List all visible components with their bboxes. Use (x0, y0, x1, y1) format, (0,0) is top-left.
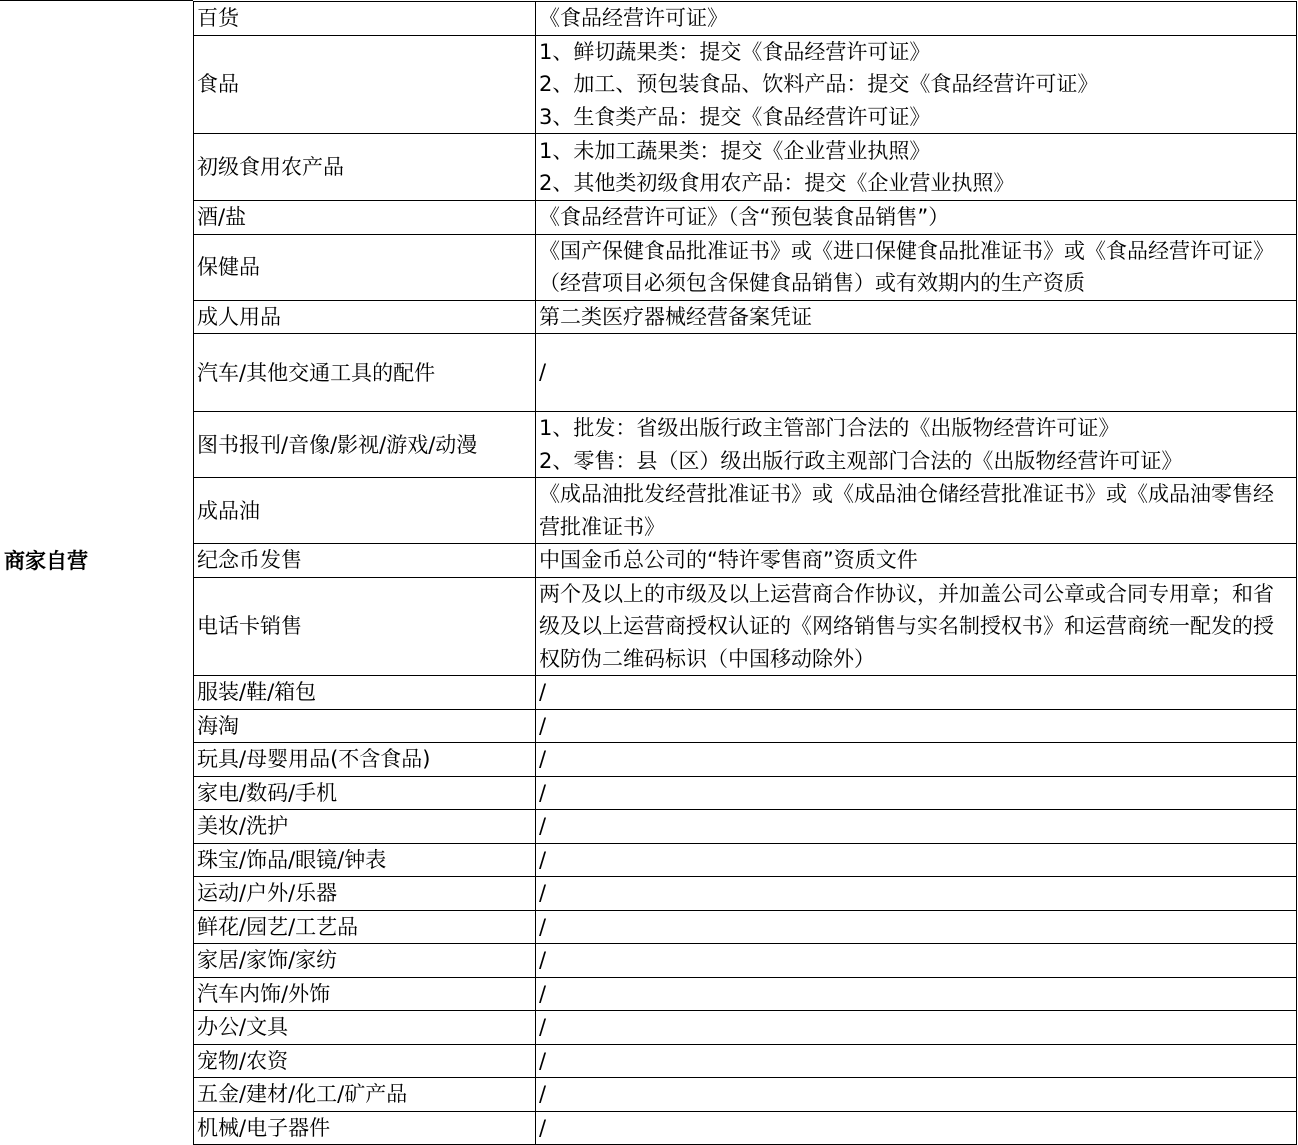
category-cell[interactable]: 成品油 (194, 478, 536, 544)
requirement-cell[interactable] (536, 776, 1297, 810)
table-row (194, 334, 1297, 412)
requirement-cell[interactable] (536, 1111, 1297, 1145)
category-cell[interactable]: 初级食用农产品 (194, 134, 536, 201)
category-cell[interactable]: 美妆/洗护 (194, 810, 536, 844)
category-cell[interactable]: 海淘 (194, 709, 536, 743)
requirement-text: / (539, 948, 547, 972)
requirement-cell[interactable] (536, 1044, 1297, 1078)
requirement-text: / (539, 881, 547, 905)
requirement-cell[interactable] (536, 134, 1297, 201)
requirement-text: / (539, 713, 547, 738)
category-cell[interactable]: 图书报刊/音像/影视/游戏/动漫 (194, 412, 536, 478)
requirement-text: 2、加工、预包装食品、饮料产品：提交《食品经营许可证》 (539, 72, 1099, 96)
table-row (194, 1011, 1297, 1045)
requirement-text: 《国产保健食品批准证书》或《进口保健食品批准证书》或《食品经营许可证》（经营项目必须包含保健食品销售）或有效期内的生产资质 (539, 238, 1274, 295)
table-row (194, 1044, 1297, 1078)
table-row (194, 910, 1297, 944)
category-cell[interactable]: 机械/电子器件 (194, 1111, 536, 1145)
requirement-cell[interactable] (536, 1011, 1297, 1045)
table-row (194, 201, 1297, 235)
requirement-text: / (539, 847, 547, 872)
requirement-cell[interactable] (536, 944, 1297, 978)
table-row (194, 676, 1297, 710)
requirement-cell[interactable] (536, 709, 1297, 743)
table-row (194, 412, 1297, 478)
category-cell[interactable]: 汽车/其他交通工具的配件 (194, 334, 536, 412)
requirement-text: / (539, 1015, 547, 1039)
requirement-cell[interactable] (536, 910, 1297, 944)
table-row (194, 478, 1297, 544)
requirement-text: 2、其他类初级食用农产品：提交《企业营业执照》 (539, 171, 1015, 195)
table-row (194, 1078, 1297, 1112)
category-cell[interactable]: 成人用品 (194, 300, 536, 334)
table-row (194, 1111, 1297, 1145)
category-cell[interactable]: 珠宝/饰品/眼镜/钟表 (194, 843, 536, 877)
requirement-text: / (539, 747, 547, 771)
requirement-cell[interactable] (536, 478, 1297, 544)
requirement-text: 第二类医疗器械经营备案凭证 (539, 304, 812, 329)
requirement-text: / (539, 1115, 547, 1140)
category-cell[interactable]: 保健品 (194, 234, 536, 300)
table-row (194, 709, 1297, 743)
requirement-text: / (539, 1048, 547, 1073)
requirement-text: / (539, 780, 547, 805)
category-cell[interactable]: 玩具/母婴用品(不含食品) (194, 743, 536, 777)
requirement-cell[interactable] (536, 743, 1297, 777)
requirement-cell[interactable] (536, 577, 1297, 676)
table-row (194, 234, 1297, 300)
table-row (194, 577, 1297, 676)
category-cell[interactable]: 五金/建材/化工/矿产品 (194, 1078, 536, 1112)
table-row (194, 35, 1297, 134)
requirement-cell[interactable] (536, 35, 1297, 134)
table-row (194, 843, 1297, 877)
requirement-cell[interactable] (536, 810, 1297, 844)
requirement-cell[interactable] (536, 544, 1297, 578)
requirement-text: 中国金币总公司的“特许零售商”资质文件 (539, 548, 918, 572)
table-row (194, 977, 1297, 1011)
category-cell[interactable]: 食品 (194, 35, 536, 134)
requirement-text: / (539, 814, 547, 838)
table-row (194, 776, 1297, 810)
table-row (194, 134, 1297, 201)
requirement-text: 两个及以上的市级及以上运营商合作协议，并加盖公司公章或合同专用章；和省级及以上运营商授权认证的《网络销售与实名制授权书》和运营商统一配发的授权防伪二维码标识（中国移动除外） (539, 581, 1274, 671)
requirement-text: 3、生食类产品：提交《食品经营许可证》 (539, 104, 931, 129)
requirement-cell[interactable] (536, 977, 1297, 1011)
requirement-text: / (539, 360, 547, 385)
table-row (194, 877, 1297, 911)
category-cell[interactable]: 百货 (194, 2, 536, 36)
category-cell[interactable]: 鲜花/园艺/工艺品 (194, 910, 536, 944)
merchant-group-label: 商家自营 (4, 548, 88, 573)
category-cell[interactable]: 纪念币发售 (194, 544, 536, 578)
category-cell[interactable]: 服装/鞋/箱包 (194, 676, 536, 710)
requirement-text: 1、鲜切蔬果类：提交《食品经营许可证》 (539, 39, 931, 64)
requirement-cell[interactable] (536, 843, 1297, 877)
qualification-table (193, 1, 1297, 1145)
merchant-group-cell[interactable] (0, 0, 193, 1118)
requirement-cell[interactable] (536, 234, 1297, 300)
category-cell[interactable]: 电话卡销售 (194, 577, 536, 676)
requirement-cell[interactable] (536, 2, 1297, 36)
qualification-table-body (194, 2, 1297, 1145)
requirement-text: / (539, 914, 547, 939)
requirement-text: / (539, 1082, 547, 1106)
requirement-text: 2、零售：县（区）级出版行政主观部门合法的《出版物经营许可证》 (539, 448, 1183, 473)
requirement-text: 《成品油批发经营批准证书》或《成品油仓储经营批准证书》或《成品油零售经营批准证书》 (539, 482, 1274, 539)
category-cell[interactable]: 运动/户外/乐器 (194, 877, 536, 911)
category-cell[interactable]: 汽车内饰/外饰 (194, 977, 536, 1011)
requirement-text: 《食品经营许可证》（含“预包装食品销售”） (539, 205, 950, 229)
requirement-cell[interactable] (536, 1078, 1297, 1112)
requirement-text: 1、批发：省级出版行政主管部门合法的《出版物经营许可证》 (539, 416, 1120, 440)
table-row (194, 944, 1297, 978)
table-row (194, 810, 1297, 844)
requirement-text: 《食品经营许可证》 (539, 6, 728, 30)
requirement-cell[interactable] (536, 201, 1297, 235)
category-cell[interactable]: 家居/家饰/家纺 (194, 944, 536, 978)
requirement-cell[interactable] (536, 334, 1297, 412)
requirement-text: / (539, 981, 547, 1006)
category-cell[interactable]: 家电/数码/手机 (194, 776, 536, 810)
requirement-cell[interactable] (536, 412, 1297, 478)
requirement-cell[interactable] (536, 676, 1297, 710)
table-row (194, 300, 1297, 334)
category-cell[interactable]: 酒/盐 (194, 201, 536, 235)
requirement-text: / (539, 680, 547, 704)
requirement-cell[interactable] (536, 877, 1297, 911)
category-cell[interactable]: 宠物/农资 (194, 1044, 536, 1078)
category-cell[interactable]: 办公/文具 (194, 1011, 536, 1045)
requirement-cell[interactable] (536, 300, 1297, 334)
requirement-text: 1、未加工蔬果类：提交《企业营业执照》 (539, 138, 931, 163)
table-row (194, 544, 1297, 578)
table-row (194, 743, 1297, 777)
table-row (194, 2, 1297, 36)
